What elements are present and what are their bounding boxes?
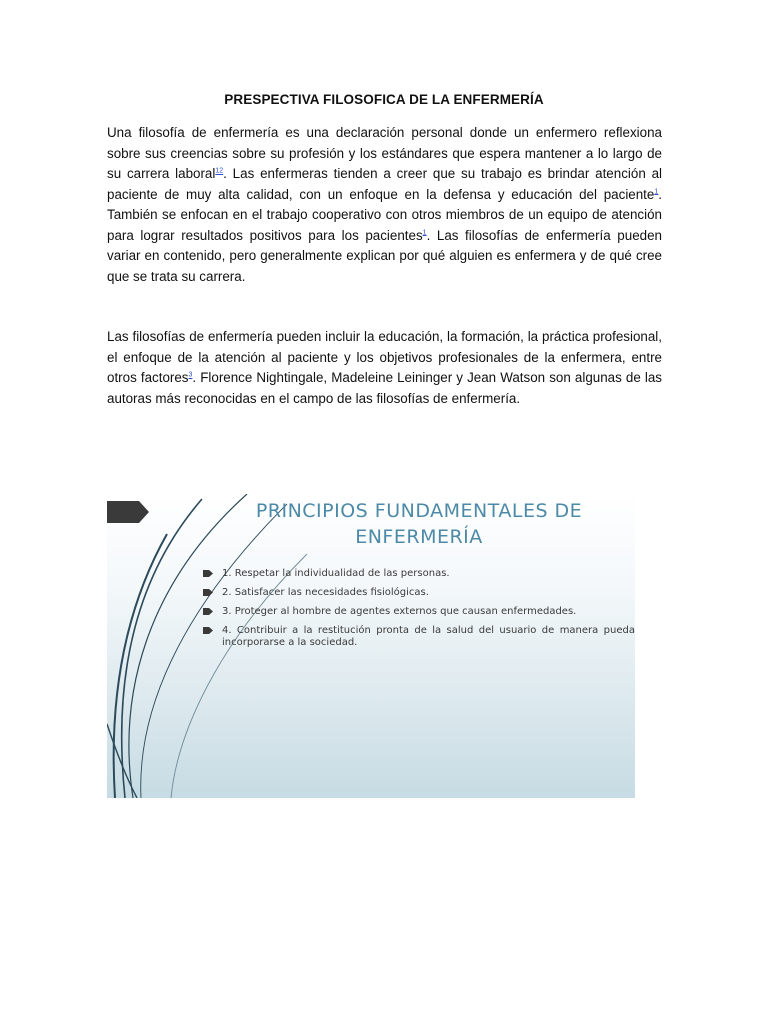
document-title: PRESPECTIVA FILOSOFICA DE LA ENFERMERÍA — [224, 92, 544, 107]
paragraph-text: . Las filosofías de enfermería pueden variar en contenido, pero generalmente explican por qué alguien es enfermera y de qué cree que se trata su carrera. — [107, 227, 662, 284]
citation-link[interactable]: 3 — [188, 371, 193, 379]
paragraph-2 — [107, 327, 662, 409]
list-item-text: 4. Contribuir a la restitución pronta de la salud del usuario de manera pueda incorporarse a la sociedad. — [222, 625, 635, 648]
slide-title-line-1: PRINCIPIOS FUNDAMENTALES DE — [255, 500, 583, 522]
list-item-text: 2. Satisfacer las necesidades fisiológicas. — [222, 587, 429, 598]
principles-list — [203, 568, 635, 656]
slide-title-line-2: ENFERMERÍA — [355, 526, 483, 548]
list-item — [203, 568, 635, 580]
list-item — [203, 625, 635, 649]
citation-link[interactable]: 1 — [654, 188, 659, 196]
arrow-bullet-icon — [203, 607, 213, 616]
arrow-bullet-icon — [203, 626, 213, 635]
paragraph-text: . Florence Nightingale, Madeleine Leininger y Jean Watson son algunas de las autoras más reconocidas en el campo de las filosofías de enfermería. — [107, 370, 662, 406]
list-item-text: 1. Respetar la individualidad de las personas. — [222, 568, 450, 579]
citation-link[interactable]: 1 — [422, 229, 427, 237]
list-item — [203, 606, 635, 618]
arrow-bullet-icon — [203, 588, 213, 597]
slide-image — [107, 494, 635, 798]
paragraph-text: Las filosofías de enfermería pueden incluir la educación, la formación, la práctica profesional, el enfoque de la atención al paciente y los objetivos profesionales de la enfermera, entre otros factores — [107, 329, 662, 385]
list-item — [203, 587, 635, 599]
list-item-text: 3. Proteger al hombre de agentes externos que causan enfermedades. — [222, 606, 577, 617]
paragraph-text: . También se enfocan en el trabajo cooperativo con otros miembros de un equipo de atención para lograr resultados positivos para los pacientes — [107, 186, 662, 243]
paragraph-text: . Las enfermeras tienden a creer que su trabajo es brindar atención al paciente de muy alta calidad, con un enfoque en la defensa y educación del paciente — [107, 166, 662, 202]
citation-link[interactable]: 12 — [215, 167, 224, 175]
arrow-bullet-icon — [203, 569, 213, 578]
paragraph-1 — [107, 123, 662, 287]
slide-title — [237, 498, 601, 550]
paragraph-text: Una filosofía de enfermería es una declaración personal donde un enfermero reflexiona sobre sus creencias sobre su profesión y los estándares que espera mantener a lo largo de su carrera laboral — [107, 125, 662, 181]
arrow-tab-icon — [107, 501, 149, 523]
